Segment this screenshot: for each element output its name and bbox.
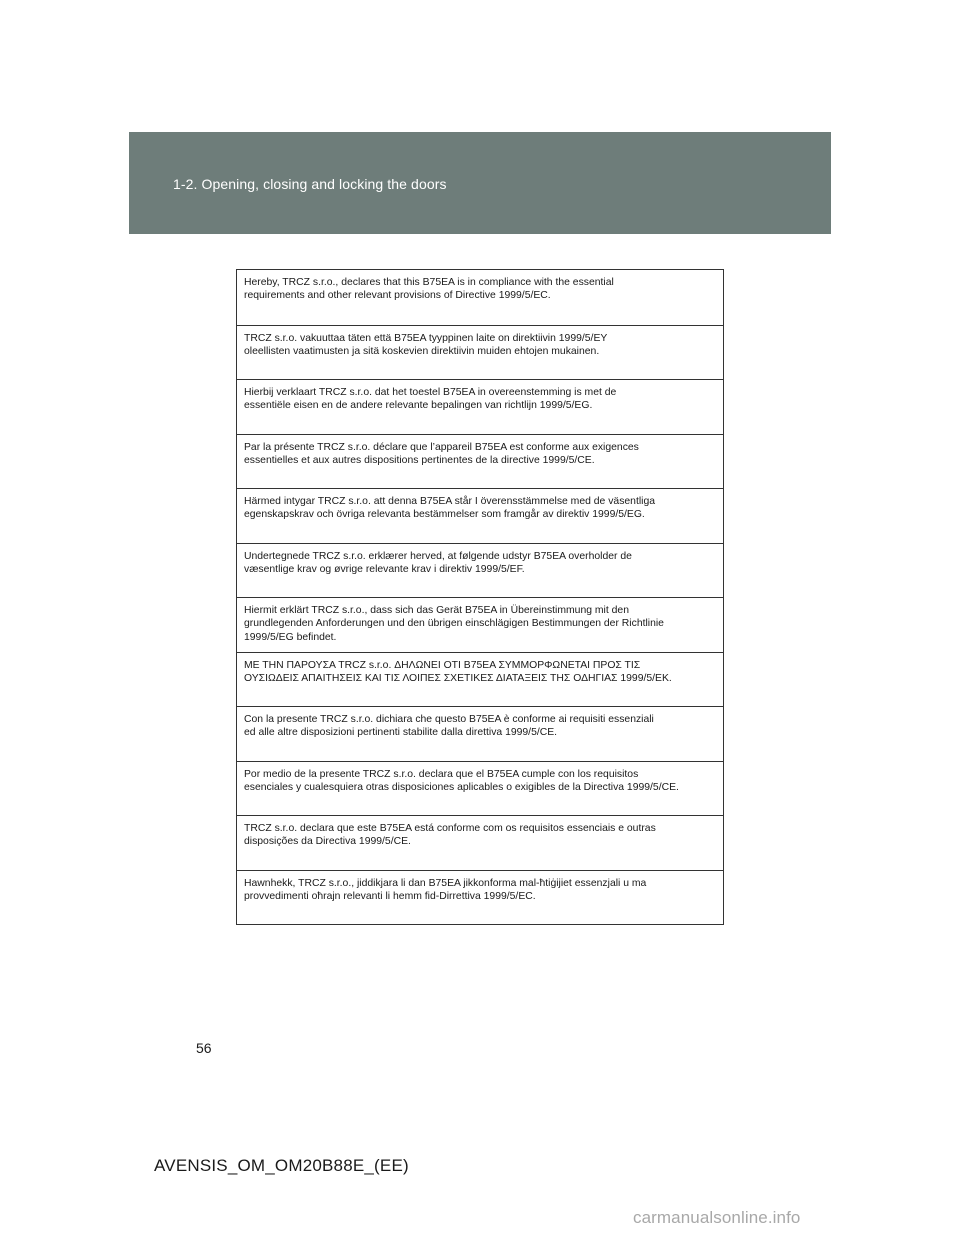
declaration-row-swedish: Härmed intygar TRCZ s.r.o. att denna B75EA står I överensstämmelse med de väsentliga egenskapskrav och övriga relevanta bestämmelser som framgår av direktiv 1999/5/EG. — [237, 488, 723, 543]
site-watermark: carmanualsonline.info — [633, 1208, 801, 1227]
section-header-band — [129, 132, 831, 234]
declaration-row-italian: Con la presente TRCZ s.r.o. dichiara che questo B75EA è conforme ai requisiti essenziali ed alle altre disposizioni pertinenti stabilite dalla direttiva 1999/5/CE. — [237, 706, 723, 761]
declarations-table — [236, 269, 724, 925]
section-title: 1-2. Opening, closing and locking the doors — [173, 176, 447, 192]
declaration-row-french: Par la présente TRCZ s.r.o. déclare que l’appareil B75EA est conforme aux exigences essentielles et aux autres dispositions pertinentes de la directive 1999/5/CE. — [237, 434, 723, 489]
page-number: 56 — [196, 1040, 212, 1056]
declaration-row-spanish: Por medio de la presente TRCZ s.r.o. declara que el B75EA cumple con los requisitos esenciales y cualesquiera otras disposiciones aplicables o exigibles de la Directiva 1999/5/CE. — [237, 761, 723, 816]
declaration-row-german: Hiermit erklärt TRCZ s.r.o., dass sich das Gerät B75EA in Übereinstimmung mit den grundlegenden Anforderungen und den übrigen einschlägigen Bestimmungen der Richtlinie 1999/5/EG befindet. — [237, 597, 723, 652]
declaration-row-dutch: Hierbij verklaart TRCZ s.r.o. dat het toestel B75EA in overeenstemming is met de essentiële eisen en de andere relevante bepalingen van richtlijn 1999/5/EG. — [237, 379, 723, 434]
declaration-row-danish: Undertegnede TRCZ s.r.o. erklærer herved, at følgende udstyr B75EA overholder de væsentlige krav og øvrige relevante krav i direktiv 1999/5/EF. — [237, 543, 723, 598]
declaration-row-english: Hereby, TRCZ s.r.o., declares that this B75EA is in compliance with the essential requirements and other relevant provisions of Directive 1999/5/EC. — [244, 277, 614, 302]
declaration-row-finnish: TRCZ s.r.o. vakuuttaa täten että B75EA tyyppinen laite on direktiivin 1999/5/EY oleellisten vaatimusten ja sitä koskevien direktiivin muiden ehtojen mukainen. — [237, 325, 723, 380]
declaration-row-portuguese: TRCZ s.r.o. declara que este B75EA está conforme com os requisitos essenciais e outras disposições da Directiva 1999/5/CE. — [237, 815, 723, 870]
declaration-row-greek: ΜΕ ΤΗΝ ΠΑΡΟΥΣΑ TRCZ s.r.o. ΔΗΛΩΝΕΙ ΟΤΙ B75EA ΣΥΜΜΟΡΦΩΝΕΤΑΙ ΠΡΟΣ ΤΙΣ ΟΥΣΙΩΔΕΙΣ ΑΠΑΙΤΗΣΕΙΣ ΚΑΙ ΤΙΣ ΛΟΙΠΕΣ ΣΧΕΤΙΚΕΣ ΔΙΑΤΑΞΕΙΣ ΤΗΣ ΟΔΗΓΙΑΣ 1999/5/ΕΚ. — [237, 652, 723, 707]
document-code: AVENSIS_OM_OM20B88E_(EE) — [154, 1156, 409, 1175]
declaration-row-maltese: Hawnhekk, TRCZ s.r.o., jiddikjara li dan B75EA jikkonforma mal-ħtiġijiet essenzjali u ma provvedimenti oħrajn relevanti li hemm fid-Dirrettiva 1999/5/EC. — [237, 870, 723, 925]
